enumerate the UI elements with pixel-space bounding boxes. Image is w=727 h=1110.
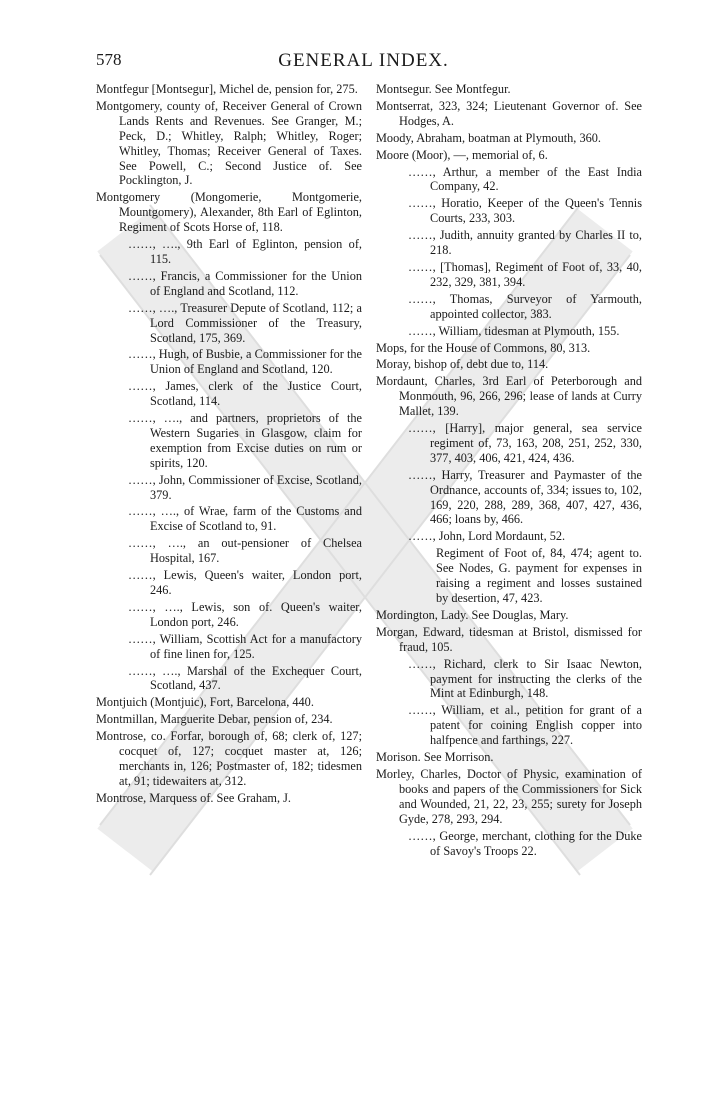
index-entry: Montserrat, 323, 324; Lieutenant Governor of. See Hodges, A. — [376, 98, 642, 128]
index-entry: Mordington, Lady. See Douglas, Mary. — [376, 607, 569, 622]
index-subentry: ……, Arthur, a member of the East India Company, 42. — [408, 164, 642, 194]
index-subentry: ……, William, Scottish Act for a manufactory of fine linen for, 125. — [128, 631, 362, 661]
page-number: 578 — [96, 50, 122, 69]
index-entry: Montmillan, Marguerite Debar, pension of, 234. — [96, 712, 333, 727]
index-subentry: ……, Harry, Treasurer and Paymaster of the Ordnance, accounts of, 334; issues to, 102, 169, 220, 288, 289, 368, 407, 427, 436, 466; loans by, 466. — [408, 467, 642, 527]
index-subentry: ……, Thomas, Surveyor of Yarmouth, appointed collector, 383. — [408, 291, 642, 321]
index-entry: Moray, bishop of, debt due to, 114. — [376, 357, 549, 372]
right-index-column — [376, 82, 642, 860]
index-entry: Moore (Moor), —, memorial of, 6. — [376, 147, 548, 162]
index-subentry: ……, William, et al., petition for grant of a patent for coining English copper into halfpence and farthings, 227. — [408, 703, 642, 748]
index-subentry: ……, John, Lord Mordaunt, 52. — [408, 529, 566, 544]
index-subentry: ……, James, clerk of the Justice Court, Scotland, 114. — [128, 379, 362, 409]
index-subentry: ……, Francis, a Commissioner for the Union of England and Scotland, 112. — [128, 268, 362, 298]
index-entry: Morley, Charles, Doctor of Physic, examination of books and papers of the Commissioners for Sick and Wounded, 21, 22, 23, 255; surety for Joseph Gyde, 278, 293, 294. — [376, 766, 642, 826]
index-subentry: ……, Judith, annuity granted by Charles II to, 218. — [408, 228, 642, 258]
index-subentry: ……, …., Marshal of the Exchequer Court, Scotland, 437. — [128, 663, 362, 693]
index-subentry: ……, …., Lewis, son of. Queen's waiter, London port, 246. — [128, 599, 362, 629]
index-entry: Moody, Abraham, boatman at Plymouth, 360. — [376, 130, 601, 145]
index-subentry: ……, Richard, clerk to Sir Isaac Newton, payment for instructing the clerks of the Mint at Edinburgh, 148. — [408, 656, 642, 701]
index-entry: Montgomery, county of, Receiver General of Crown Lands Rents and Revenues. See Granger, M.; Peck, D.; Whitley, Ralph; Whitley, Roger; Whitley, Thomas; Receiver General of Taxes. See Powell, C.; Second Justice of. See Pocklington, J. — [96, 98, 362, 188]
index-subentry: ……, John, Commissioner of Excise, Scotland, 379. — [128, 472, 362, 502]
index-subentry: ……, [Thomas], Regiment of Foot of, 33, 40, 232, 329, 381, 394. — [408, 259, 642, 289]
index-subentry: ……, Hugh, of Busbie, a Commissioner for the Union of England and Scotland, 120. — [128, 347, 362, 377]
index-subentry: ……, …., an out-pensioner of Chelsea Hospital, 167. — [128, 536, 362, 566]
index-entry: Montfegur [Montsegur], Michel de, pension for, 275. — [96, 82, 358, 96]
index-entry: Montsegur. See Montfegur. — [376, 82, 511, 96]
index-entry: Morison. See Morrison. — [376, 750, 494, 765]
index-entry: Mordaunt, Charles, 3rd Earl of Peterborough and Monmouth, 96, 266, 296; lease of lands at Curry Mallet, 139. — [376, 374, 642, 419]
index-subentry: ……, [Harry], major general, sea service regiment of, 73, 163, 208, 251, 252, 330, 377, 403, 406, 421, 424, 436. — [408, 421, 642, 465]
left-index-column — [96, 82, 362, 808]
index-subentry: ……, …., Treasurer Depute of Scotland, 112; a Lord Commissioner of the Treasury, Scotland, 175, 369. — [128, 300, 362, 345]
index-entry: Montgomery (Mongomerie, Montgomerie, Mountgomery), Alexander, 8th Earl of Eglinton, Regiment of Scots Horse of, 118. — [96, 190, 362, 235]
index-subentry: ……, George, merchant, clothing for the Duke of Savoy's Troops 22. — [408, 828, 642, 858]
index-subentry: Regiment of Foot of, 84, 474; agent to. See Nodes, G. payment for expenses in raising a regiment and losses sustained by desertion, 47, 423. — [436, 546, 642, 605]
index-subentry: ……, …., 9th Earl of Eglinton, pension of, 115. — [128, 237, 362, 266]
index-entry: Montrose, co. Forfar, borough of, 68; clerk of, 127; cocquet of, 127; cocquet master at, 126; merchants in, 126; Postmaster of, 182; tidesmen at, 91; tidewaiters at, 312. — [96, 729, 362, 788]
index-entry: Morgan, Edward, tidesman at Bristol, dismissed for fraud, 105. — [376, 624, 642, 654]
index-entry: Mops, for the House of Commons, 80, 313. — [376, 340, 591, 355]
index-subentry: ……, …., of Wrae, farm of the Customs and Excise of Scotland to, 91. — [128, 504, 362, 534]
index-subentry: ……, Horatio, Keeper of the Queen's Tennis Courts, 233, 303. — [408, 196, 642, 226]
index-subentry: ……, William, tidesman at Plymouth, 155. — [408, 323, 620, 338]
index-entry: Montjuich (Montjuic), Fort, Barcelona, 440. — [96, 695, 314, 710]
index-subentry: ……, Lewis, Queen's waiter, London port, 246. — [128, 568, 362, 597]
index-subentry: ……, …., and partners, proprietors of the Western Sugaries in Glasgow, claim for exemption from Excise duties on rum or spirits, 120. — [128, 411, 362, 470]
index-entry: Montrose, Marquess of. See Graham, J. — [96, 790, 292, 805]
running-head — [96, 50, 631, 76]
running-title: GENERAL INDEX. — [278, 50, 449, 71]
